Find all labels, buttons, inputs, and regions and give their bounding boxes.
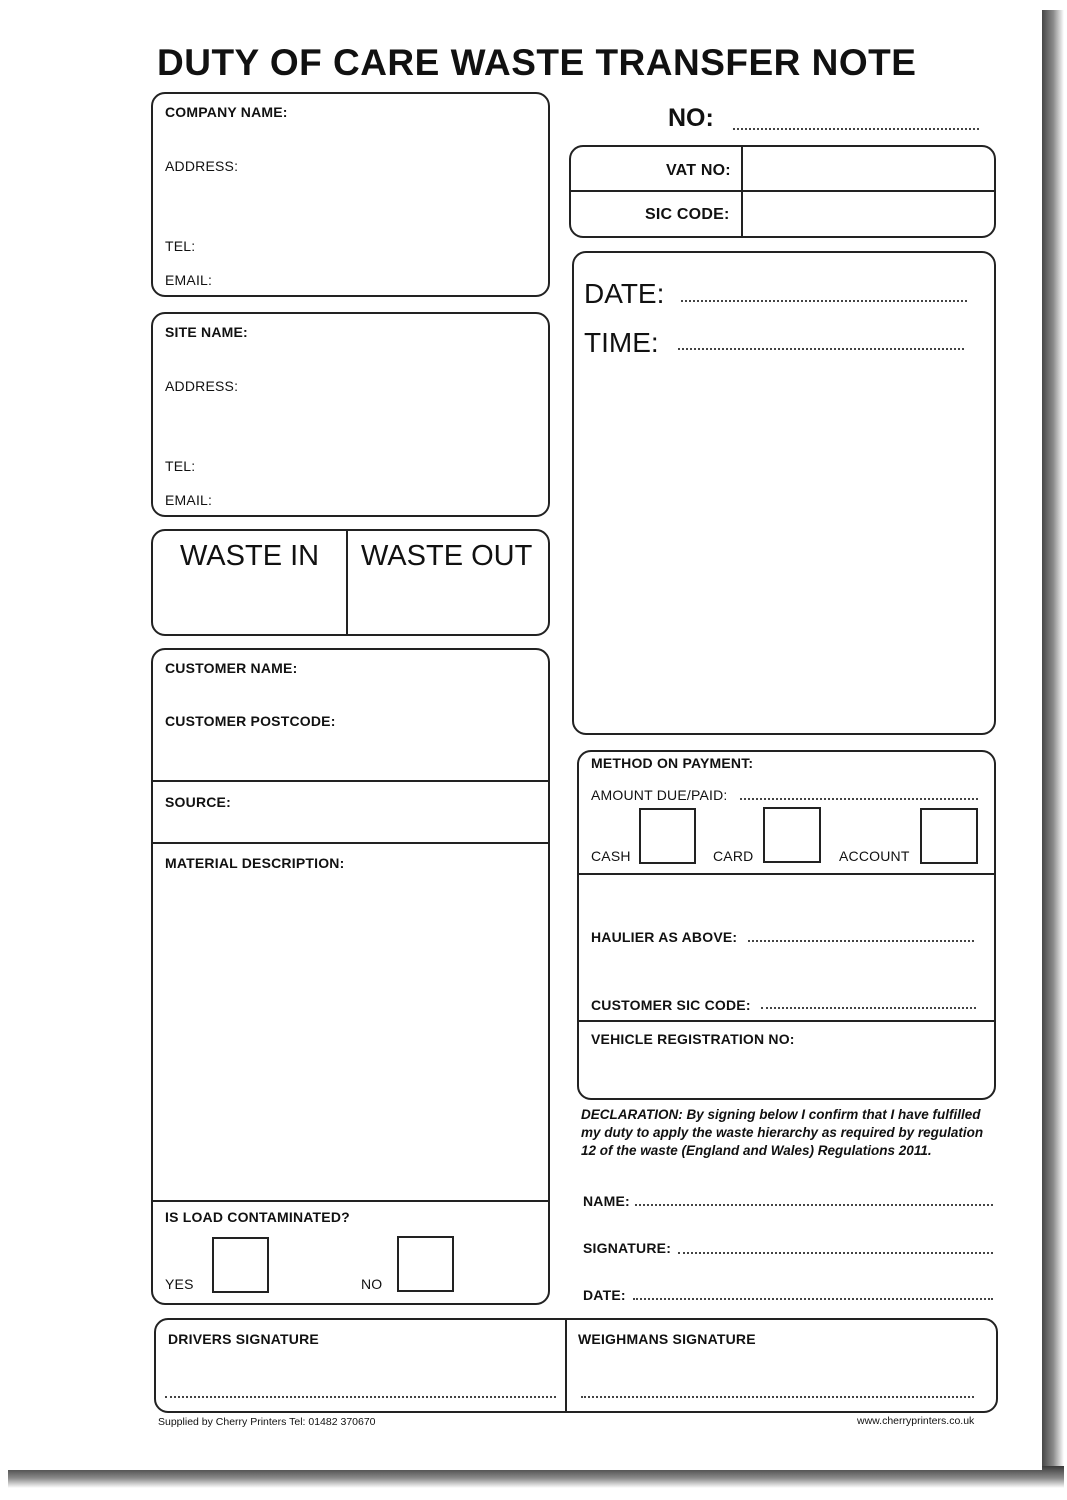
waste-in-label[interactable]: WASTE IN [180,540,320,572]
declaration-name-label: NAME: [583,1193,630,1209]
contaminated-label: IS LOAD CONTAMINATED? [165,1209,350,1225]
declaration-signature-label: SIGNATURE: [583,1240,672,1256]
site-email-label: EMAIL: [165,492,213,508]
no-label: NO [361,1276,383,1292]
company-tel-label: TEL: [165,238,196,254]
vat-sic-divider [570,190,995,192]
vat-number-field[interactable] [745,148,993,188]
account-label: ACCOUNT [839,848,910,864]
haulier-label: HAULIER AS ABOVE: [591,929,738,945]
amount-label: AMOUNT DUE/PAID: [591,787,728,803]
page-shadow-right [1040,10,1064,1480]
site-address-label: ADDRESS: [165,378,239,394]
website-text: www.cherryprinters.co.uk [857,1415,975,1427]
date-label: DATE: [584,278,665,309]
declaration-signature-field[interactable] [678,1252,993,1254]
time-label: TIME: [584,327,659,358]
drivers-signature-label: DRIVERS SIGNATURE [168,1331,319,1347]
time-field[interactable] [678,348,964,350]
waste-out-label[interactable]: WASTE OUT [361,540,533,572]
company-name-label: COMPANY NAME: [165,104,288,120]
material-description-label: MATERIAL DESCRIPTION: [165,855,345,871]
amount-field[interactable] [740,798,978,800]
site-tel-label: TEL: [165,458,196,474]
sic-code-field[interactable] [745,193,993,235]
customer-divider-3 [152,1200,549,1202]
account-checkbox[interactable] [920,808,978,864]
vehicle-registration-label: VEHICLE REGISTRATION NO: [591,1031,795,1047]
declaration-text: DECLARATION: By signing below I confirm that I have fulfilled my duty to apply the waste hierarchy as required by regulation 12 of the waste (England and Wales) Regulations 2011. [581,1107,984,1158]
site-name-label: SITE NAME: [165,324,248,340]
sic-code-label: SIC CODE: [645,206,730,223]
site-box [151,312,550,517]
customer-divider-2 [152,842,549,844]
number-field[interactable] [733,128,979,130]
yes-checkbox[interactable] [212,1237,269,1293]
source-label: SOURCE: [165,794,231,810]
customer-sic-field[interactable] [761,1007,976,1009]
company-box [151,92,550,297]
haulier-field[interactable] [748,940,974,942]
cash-checkbox[interactable] [639,808,696,864]
vat-number-label: VAT NO: [666,162,731,179]
declaration-name-field[interactable] [635,1204,993,1206]
form-title: DUTY OF CARE WASTE TRANSFER NOTE [157,42,917,83]
number-label: NO: [668,104,714,132]
payment-divider-2 [578,1020,995,1022]
payment-method-label: METHOD ON PAYMENT: [591,755,754,771]
weighmans-signature-label: WEIGHMANS SIGNATURE [578,1331,756,1347]
card-checkbox[interactable] [763,807,821,863]
yes-label: YES [165,1276,194,1292]
payment-divider-1 [578,873,995,875]
customer-name-label: CUSTOMER NAME: [165,660,298,676]
date-time-box [572,251,996,735]
customer-box [151,648,550,1305]
customer-divider-1 [152,780,549,782]
drivers-signature-field[interactable] [165,1396,556,1398]
company-address-label: ADDRESS: [165,158,239,174]
vat-sic-column-divider [741,146,743,237]
declaration-date-field[interactable] [633,1298,993,1300]
card-label: CARD [713,848,754,864]
customer-sic-label: CUSTOMER SIC CODE: [591,997,751,1013]
customer-postcode-label: CUSTOMER POSTCODE: [165,713,336,729]
no-checkbox[interactable] [397,1236,454,1292]
date-field[interactable] [681,300,967,302]
cash-label: CASH [591,848,631,864]
company-email-label: EMAIL: [165,272,213,288]
declaration-date-label: DATE: [583,1287,626,1303]
weighmans-signature-field[interactable] [581,1396,974,1398]
supplier-text: Supplied by Cherry Printers Tel: 01482 370670 [158,1416,376,1428]
waste-divider [346,530,348,635]
signatures-divider [565,1319,567,1412]
